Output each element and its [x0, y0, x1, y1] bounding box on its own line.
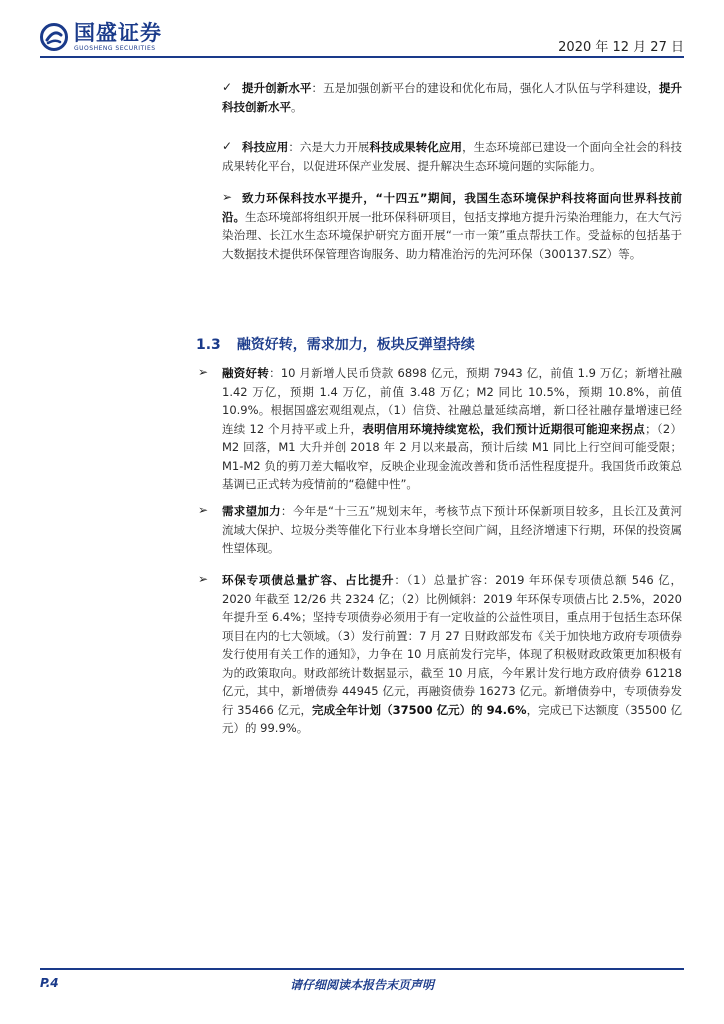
financing-heading: 融资好转 — [222, 366, 270, 380]
arrow-bullet-icon: ➢ — [222, 190, 233, 204]
brand-logo — [40, 22, 162, 52]
arrow-bullet-icon: ➢ — [198, 572, 209, 586]
demand-paragraph: 需求望加力：今年是“十三五”规划末年，考核节点下预计环保新项目较多，且长江及黄河流域大保护、垃圾分类等催化下行业本身增长空间广阔，且经济增速下行期，环保的投资属性望体现。 — [222, 504, 682, 555]
application-heading: 科技应用 — [242, 140, 289, 154]
section-title: 融资好转，需求加力，板块反弹望持续 — [236, 337, 475, 353]
brand-name-en: GUOSHENG SECURITIES — [74, 45, 156, 52]
innovation-heading: 提升创新水平 — [242, 81, 312, 95]
report-date: 2020 年 12 月 27 日 — [558, 40, 684, 55]
check-icon: ✓ — [222, 80, 233, 94]
footer-disclaimer: 请仔细阅读本报告末页声明 — [289, 978, 434, 992]
brand-name: 国盛证券 — [74, 21, 162, 45]
page-number: P.4 — [40, 976, 59, 990]
guosheng-logo-icon — [40, 23, 68, 51]
section-number: 1.3 — [196, 337, 221, 353]
demand-heading: 需求望加力 — [222, 504, 281, 518]
arrow-bullet-icon: ➢ — [198, 365, 209, 379]
bonds-paragraph: 环保专项债总量扩容、占比提升：（1）总量扩容：2019 年环保专项债总额 546 亿，2020 年截至 12/26 共 2324 亿；（2）比例倾斜：2019 年环保专项债占比 2.5%，2020 年提升至 6.4%；坚持专项债券必须用于有一定收益的公益性项目，重点用于包括生态环保项目在内的七大领域。（3）发行前置：7 月 27 日财政部发布《关于加快地方政府专项债券发行使用有关工作的通知》，力争在 10 月底前发行完毕，体现了积极财政政策更加积极有为的政策取向。财政部统计数据显示，截至 10 月底，今年累计发行地方政府债券 61218 亿元，其中，新增债券 44945 亿元，再融资债券 16273 亿元。新增债券中，专项债券发行 35466 亿元，完成全年计划（37500 亿元）的 94.6%，完成已下达额度（35500 亿元）的 99.9%。 — [222, 573, 683, 735]
section-heading — [196, 335, 475, 355]
footer-divider — [40, 968, 684, 970]
innovation-paragraph: 提升创新水平：五是加强创新平台的建设和优化布局，强化人才队伍与学科建设，提升科技创新水平。 — [222, 81, 683, 114]
check-icon: ✓ — [222, 139, 233, 153]
arrow-bullet-icon: ➢ — [198, 503, 209, 517]
improve-heading: 致力环保科技水平提升，“十四五”期间，我国生态环境保护科技将面向世界科技前沿。 — [222, 191, 682, 224]
application-paragraph: 科技应用：六是大力开展科技成果转化应用，生态环境部已建设一个面向全社会的科技成果转化平台，以促进环保产业发展、提升解决生态环境问题的实际能力。 — [222, 140, 683, 173]
financing-paragraph: 融资好转：10 月新增人民币贷款 6898 亿元，预期 7943 亿，前值 1.9 万亿；新增社融 1.42 万亿，预期 1.4 万亿，前值 3.48 万亿；M2 同比 10.5%，预期 10.8%，前值 10.9%。根据国盛宏观组观点，（1）信贷、社融总量延续高增，新口径社融存量增速已经连续 12 个月持平或上升，表明信用环境持续宽松，我们预计近期很可能迎来拐点；（2）M2 回落，M1 大升并创 2018 年 2 月以来最高，预计后续 M1 同比上行空间可能受限；M1-M2 负的剪刀差大幅收窄，反映企业现金流改善和货币活性程度提升。我国货币政策总基调已正式转为疫情前的“稳健中性”。 — [222, 366, 683, 491]
bonds-heading: 环保专项债总量扩容、占比提升 — [222, 573, 395, 587]
improve-paragraph: 致力环保科技水平提升，“十四五”期间，我国生态环境保护科技将面向世界科技前沿。生态环境部将组织开展一批环保科研项目，包括支撑地方提升污染治理能力，在大气污染治理、长江水生态环境保护研究方面开展“一市一策”重点帮扶工作。受益标的包括基于大数据技术提供环保管理咨询服务、助力精准治污的先河环保（300137.SZ）等。 — [222, 191, 682, 261]
header-divider — [40, 56, 684, 58]
